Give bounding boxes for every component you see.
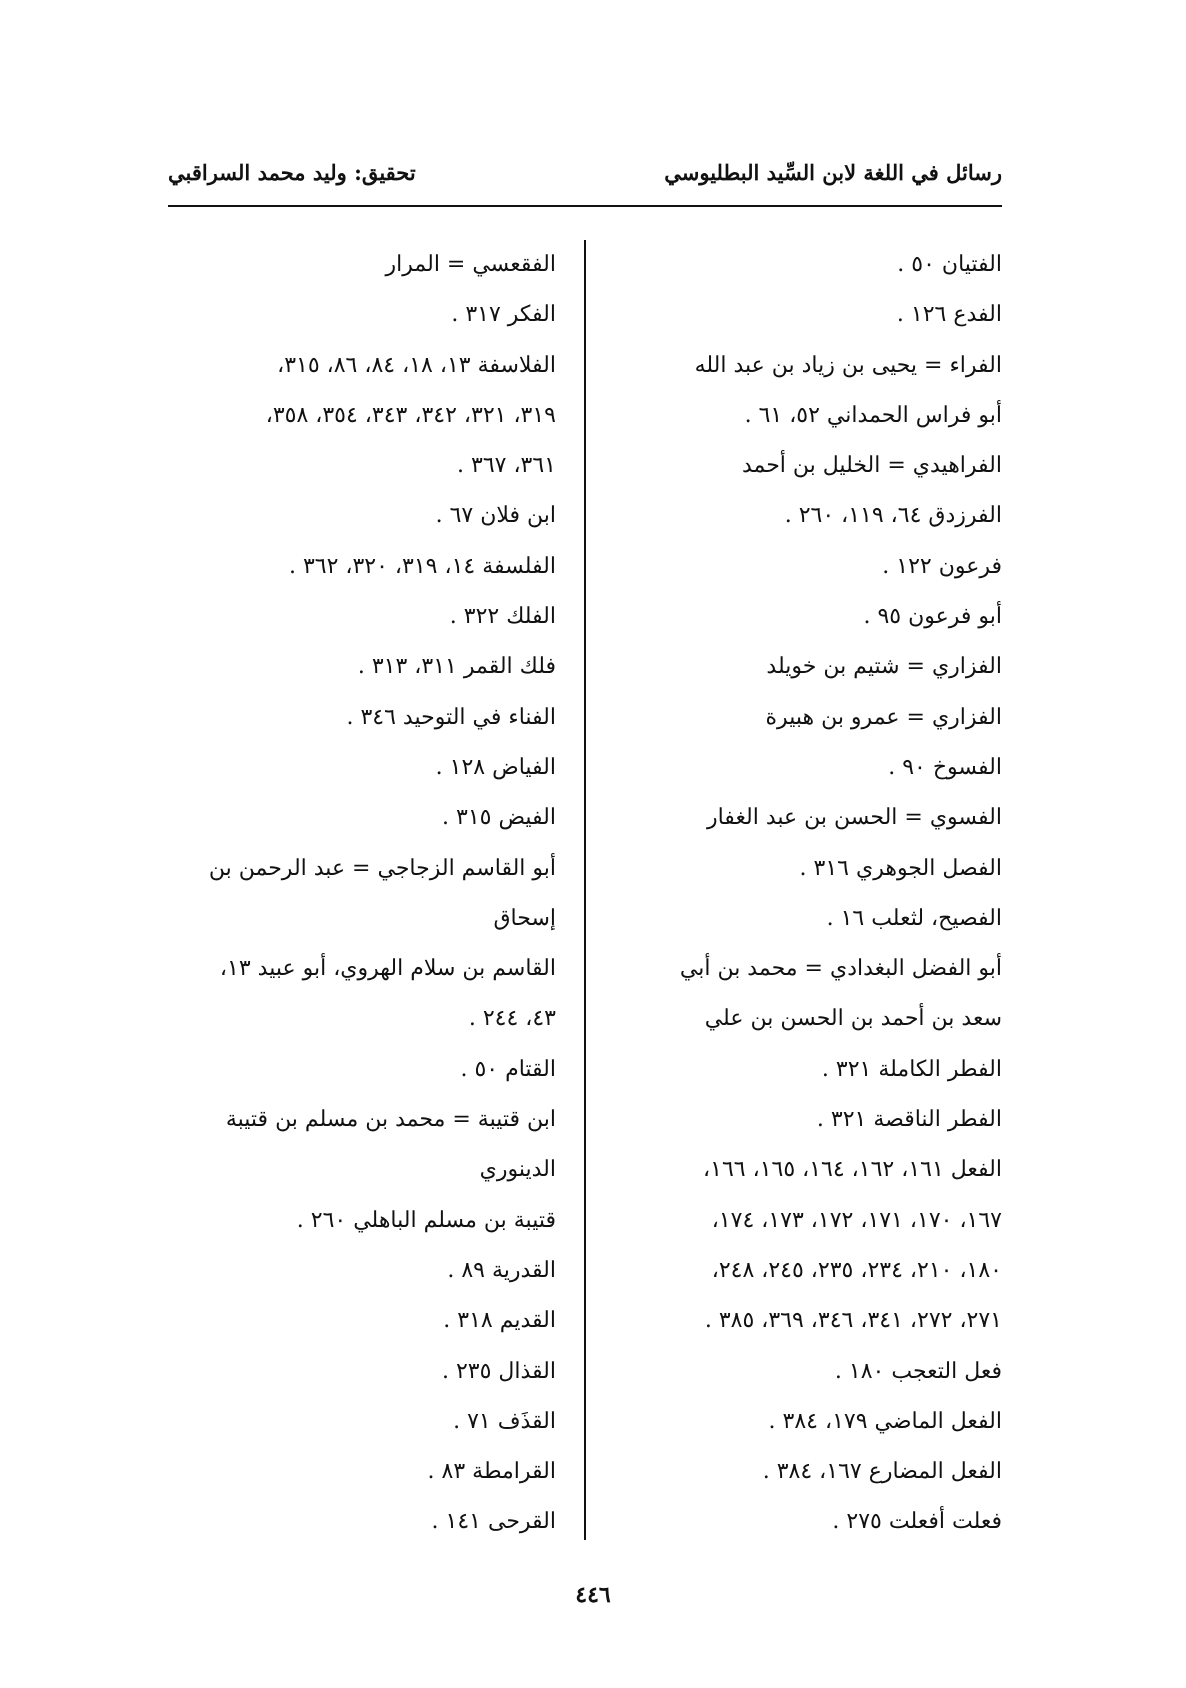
index-entry: القدرية ٨٩ . xyxy=(447,1257,556,1283)
index-entry: الفدع ١٢٦ . xyxy=(896,302,1002,328)
index-entry: فعلت أفعلت ٢٧٥ . xyxy=(832,1509,1002,1535)
index-entry: ابن فلان ٦٧ . xyxy=(435,503,556,529)
index-entry: ٢٧١، ٢٧٢، ٣٤١، ٣٤٦، ٣٦٩، ٣٨٥ . xyxy=(704,1308,1002,1334)
index-entry: أبو القاسم الزجاجي = عبد الرحمن بن xyxy=(208,855,556,881)
index-entry: سعد بن أحمد بن الحسن بن علي xyxy=(704,1006,1002,1032)
index-entry: القاسم بن سلام الهروي، أبو عبيد ١٣، xyxy=(219,956,556,982)
index-entry: الفراهيدي = الخليل بن أحمد xyxy=(741,453,1002,479)
index-entry: القرامطة ٨٣ . xyxy=(427,1459,556,1485)
header-rule xyxy=(168,205,1002,207)
index-entry: أبو الفضل البغدادي = محمد بن أبي xyxy=(679,956,1002,982)
index-entry: ابن قتيبة = محمد بن مسلم بن قتيبة xyxy=(225,1107,556,1133)
index-entry: الفعل ١٦١، ١٦٢، ١٦٤، ١٦٥، ١٦٦، xyxy=(703,1157,1002,1183)
index-entry: الفياض ١٢٨ . xyxy=(435,754,556,780)
index-entry: الفزاري = شتيم بن خويلد xyxy=(766,654,1002,680)
index-entry: الفطر الناقصة ٣٢١ . xyxy=(816,1107,1002,1133)
index-column-right xyxy=(602,240,1002,1548)
index-entry: الدينوري xyxy=(479,1157,556,1183)
index-entry: القذال ٢٣٥ . xyxy=(441,1358,556,1384)
index-entry: فلك القمر ٣١١، ٣١٣ . xyxy=(357,654,556,680)
index-entry: الفطر الكاملة ٣٢١ . xyxy=(821,1056,1002,1082)
index-entry: الفسوخ ٩٠ . xyxy=(888,754,1002,780)
index-entry: ٤٣، ٢٤٤ . xyxy=(468,1006,556,1032)
index-entry: الفسوي = الحسن بن عبد الغفار xyxy=(706,805,1002,831)
index-entry: القذَف ٧١ . xyxy=(453,1408,556,1434)
index-entry: ١٦٧، ١٧٠، ١٧١، ١٧٢، ١٧٣، ١٧٤، xyxy=(711,1207,1002,1233)
column-divider xyxy=(584,240,586,1540)
index-entry: إسحاق xyxy=(493,905,556,931)
index-entry: الفراء = يحيى بن زياد بن عبد الله xyxy=(694,352,1002,378)
running-header xyxy=(168,160,1002,200)
index-entry: الفكر ٣١٧ . xyxy=(451,302,556,328)
index-entry: أبو فرعون ٩٥ . xyxy=(863,604,1002,630)
book-title: رسائل في اللغة لابن السِّيد البطليوسي xyxy=(664,160,1002,185)
index-entry: القتام ٥٠ . xyxy=(460,1056,556,1082)
index-entry: أبو فراس الحمداني ٥٢، ٦١ . xyxy=(744,402,1002,428)
page-number: ٤٤٦ xyxy=(575,1582,611,1608)
index-entry: القرحى ١٤١ . xyxy=(431,1509,556,1535)
index-entry: الفلسفة ١٤، ٣١٩، ٣٢٠، ٣٦٢ . xyxy=(288,553,556,579)
index-entry: قتيبة بن مسلم الباهلي ٢٦٠ . xyxy=(296,1207,556,1233)
index-entry: فرعون ١٢٢ . xyxy=(882,553,1002,579)
index-entry: الفصيح، لثعلب ١٦ . xyxy=(826,905,1002,931)
index-entry: الفعل الماضي ١٧٩، ٣٨٤ . xyxy=(768,1408,1002,1434)
index-entry: الفصل الجوهري ٣١٦ . xyxy=(799,855,1002,881)
index-entry: الفلاسفة ١٣، ١٨، ٨٤، ٨٦، ٣١٥، xyxy=(277,352,556,378)
index-column-left xyxy=(156,240,556,1548)
index-entry: الفناء في التوحيد ٣٤٦ . xyxy=(346,704,556,730)
index-entry: الفلك ٣٢٢ . xyxy=(449,604,556,630)
index-entry: ٣١٩، ٣٢١، ٣٤٢، ٣٤٣، ٣٥٤، ٣٥٨، xyxy=(265,402,556,428)
index-entry: الفتيان ٥٠ . xyxy=(897,252,1002,277)
index-entry: الفقعسي = المرار xyxy=(385,252,556,277)
index-entry: الفزاري = عمرو بن هبيرة xyxy=(765,704,1002,730)
editor-credit: تحقيق: وليد محمد السراقبي xyxy=(168,160,416,185)
index-entry: فعل التعجب ١٨٠ . xyxy=(834,1358,1002,1384)
index-entry: ١٨٠، ٢١٠، ٢٣٤، ٢٣٥، ٢٤٥، ٢٤٨، xyxy=(711,1257,1002,1283)
index-entry: الفعل المضارع ١٦٧، ٣٨٤ . xyxy=(762,1459,1002,1485)
index-entry: الفرزدق ٦٤، ١١٩، ٢٦٠ . xyxy=(784,503,1002,529)
index-entry: ٣٦١، ٣٦٧ . xyxy=(457,453,556,479)
index-entry: الفيض ٣١٥ . xyxy=(442,805,556,831)
index-entry: القديم ٣١٨ . xyxy=(443,1308,556,1334)
